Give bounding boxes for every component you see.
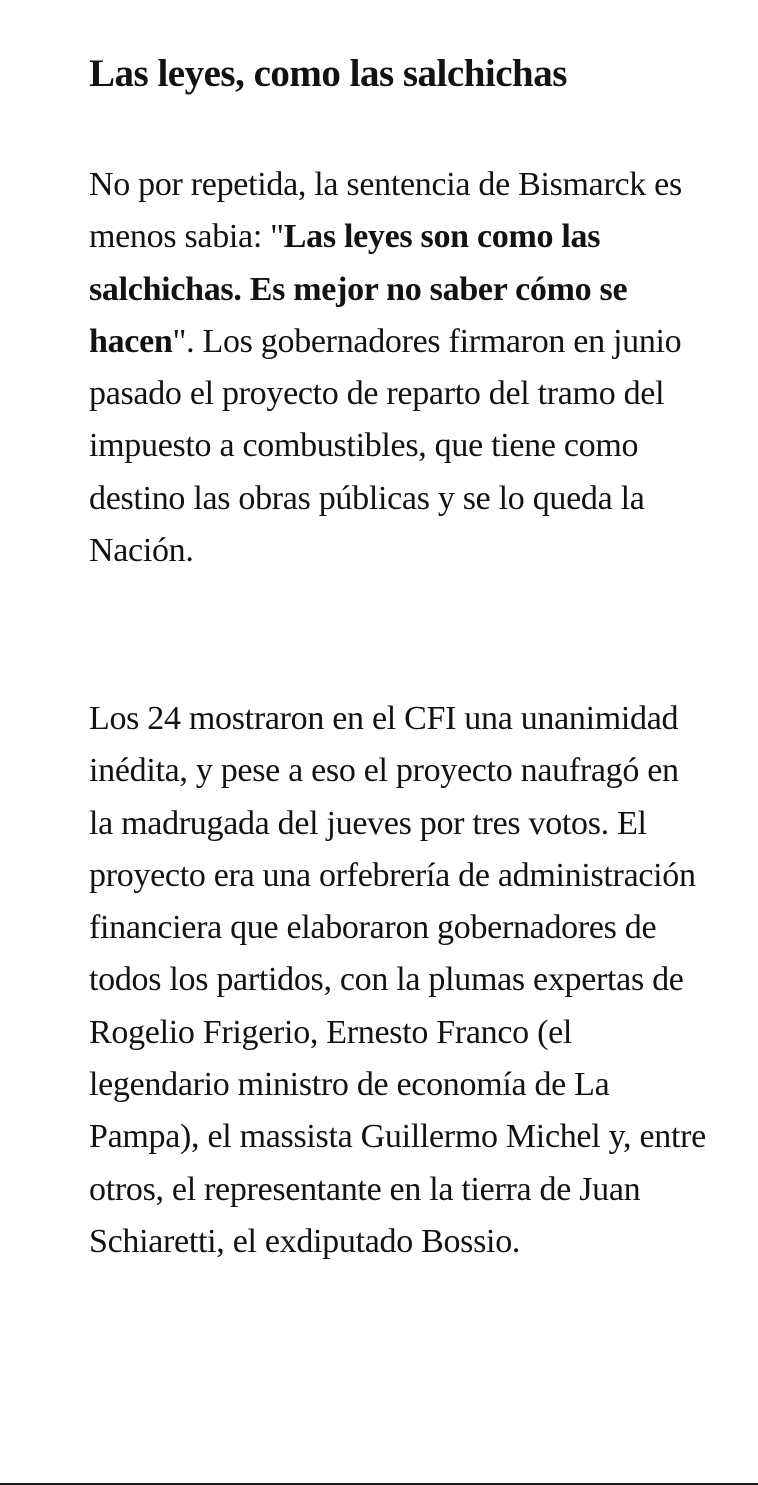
article-paragraph-1 [89,159,709,577]
article-body [89,46,709,1260]
bismarck-quote: Las leyes son como las salchichas. Es mejor no saber cómo se hacen [89,218,628,360]
section-heading: Las leyes, como las salchichas [89,52,567,95]
paragraph-1-intro: No por repetida, la sentencia de Bismarck es menos sabia: " [89,166,682,256]
article-paragraph-2: Los 24 mostraron en el CFI una unanimidad inédita, y pese a eso el proyecto naufragó en la madrugada del jueves por tres votos. El proyecto era una orfebrería de administración financiera que elaboraron gobernadores de todos los partidos, con la plumas expertas de Rogelio Frigerio, Ernesto Franco (el legendario ministro de economía de La Pampa), el massista Guillermo Michel y, entre otros, el representante en la tierra de Juan Schiaretti, el exdiputado Bossio. [89,700,706,1260]
paragraph-1-continuation: ". Los gobernadores firmaron en junio pasado el proyecto de reparto del tramo del impuesto a combustibles, que tiene como destino las obras públicas y se lo queda la Nación. [89,322,682,570]
